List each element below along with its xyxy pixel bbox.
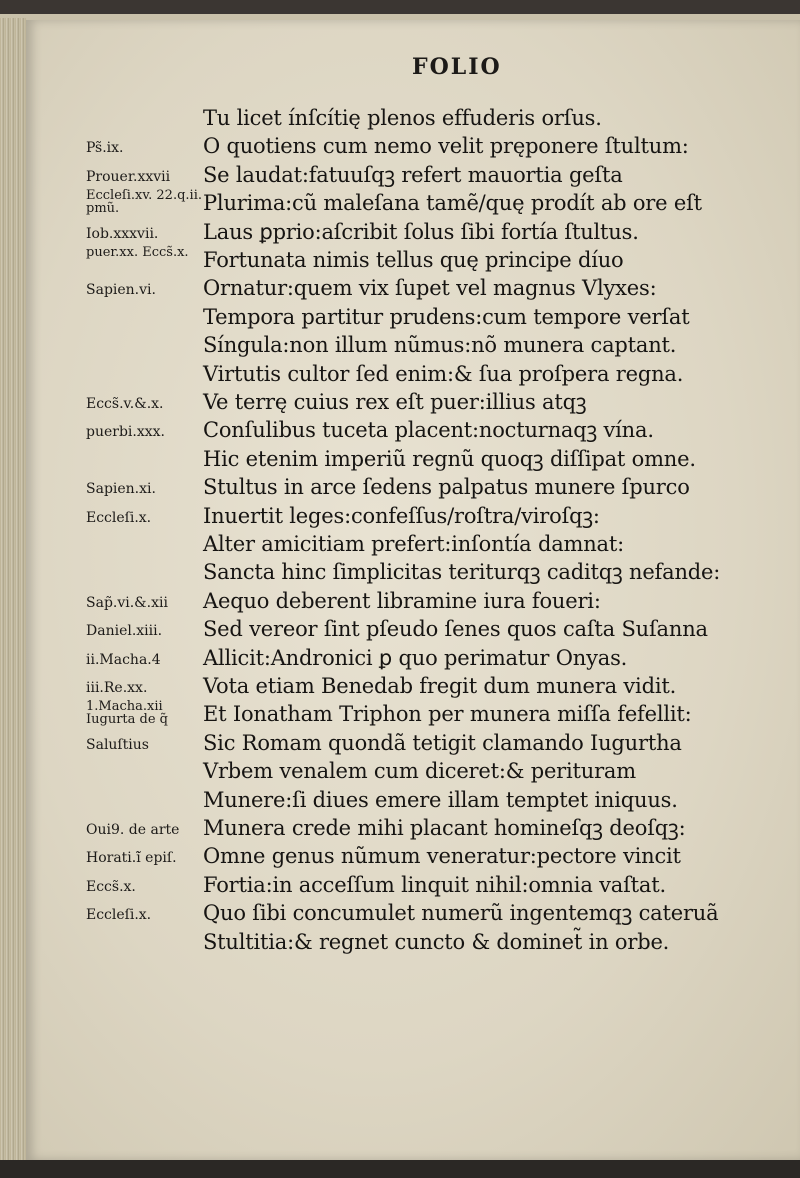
verse-line: Vrbem venalem cum diceret:& perituram (203, 759, 636, 784)
margin-note: Eccs̃.v.&.x. (86, 396, 164, 412)
verse-line: Laus ꝑprio:aſcribit ſolus ſibi fortía ſtultus. (203, 219, 639, 244)
verse-line: O quotiens cum nemo velit pręponere ſtultum: (203, 134, 689, 159)
margin-note: Daniel.xiii. (86, 623, 163, 640)
margin-note: Eccleſi.x. (86, 509, 152, 526)
text-line (0, 132, 800, 162)
margin-note: Iob.xxxvii. (86, 225, 159, 242)
text-line (0, 587, 800, 617)
verse-line: Inuertit leges:confeſſus/roſtra/viroſqꝫ: (203, 503, 600, 528)
margin-note: Prouer.xxvii (86, 168, 171, 185)
margin-note: Eccs̃.x. (86, 878, 136, 895)
margin-note: Sap̃.vi.&.xii (86, 594, 168, 611)
margin-note: puerbi.xxx. (86, 424, 165, 441)
text-line (0, 104, 800, 134)
text-line (0, 530, 800, 560)
text-line (0, 871, 800, 901)
margin-note: Eccleſi.xv. 22.q.ii. pmũ. (86, 188, 202, 217)
text-line (0, 303, 800, 333)
margin-note: 1.Macha.xii Iugurta de q̃ (86, 699, 168, 728)
verse-line: Aequo deberent libramine iura foueri: (203, 588, 601, 613)
text-line (0, 615, 800, 645)
verse-line: Alter amicitiam prefert:inſontía damnat: (203, 532, 624, 556)
verse-line: Allicit:Andronici ꝑ quo perimatur Onyas. (203, 645, 628, 670)
text-line (0, 729, 800, 759)
margin-note: puer.xx. Eccs̃.x. (86, 245, 189, 260)
margin-note: iii.Re.xx. (86, 680, 148, 696)
margin-note: Sapien.xi. (86, 481, 156, 498)
verse-line: Et Ionatham Triphon per munera miſſa fefellit: (203, 702, 692, 727)
margin-note: ii.Macha.4 (86, 651, 161, 668)
verse-line: Virtutis cultor ſed enim:& ſua proſpera regna. (203, 361, 684, 386)
verse-line: Quo ſibi concumulet numerũ ingentemqꝫ cateruã (203, 901, 719, 926)
verse-line: Plurima:cũ maleſana tamẽ/quę prodít ab ore eſt (203, 191, 702, 216)
text-line (0, 360, 800, 390)
verse-line: Stultitia:& regnet cuncto & dominet̃ in orbe. (203, 929, 670, 954)
text-line (0, 558, 800, 588)
text-line (0, 445, 800, 475)
text-line (0, 700, 800, 730)
scan-background-bottom (0, 1160, 800, 1178)
margin-note: Horati.i̇̃ epiſ. (86, 850, 177, 867)
text-line (0, 786, 800, 816)
verse-line: Stultus in arce ſedens palpatus munere ſpurco (203, 475, 690, 500)
margin-note: Ps̃.ix. (86, 140, 124, 157)
page-header-folio: FOLIO (412, 54, 502, 80)
margin-note: Sapien.vi. (86, 282, 156, 299)
margin-note: Saluſtius (86, 736, 149, 753)
verse-line: Hic etenim imperiũ regnũ quoqꝫ diſſipat omne. (203, 446, 696, 471)
text-line (0, 388, 800, 418)
verse-line: Sed vereor ſint pſeudo ſenes quos caſta Suſanna (203, 617, 708, 642)
verse-line: Omne genus nũmum veneratur:pectore vincit (203, 844, 681, 869)
text-line (0, 161, 800, 191)
verse-line: Sic Romam quondã tetigit clamando Iugurtha (203, 730, 682, 755)
verse-line: Conſulibus tuceta placent:nocturnaqꝫ vína. (203, 418, 654, 443)
verse-line: Fortia:in acceſſum linquit nihil:omnia vaſtat. (203, 872, 666, 897)
text-line (0, 246, 800, 276)
verse-line: Síngula:non illum nũmus:nõ munera captant. (203, 333, 677, 358)
text-line (0, 416, 800, 446)
text-line (0, 928, 800, 958)
verse-line: Munere:ſi diues emere illam temptet iniquus. (203, 787, 678, 812)
text-line (0, 502, 800, 532)
verse-line: Ve terrę cuius rex eſt puer:illius atqꝫ (203, 390, 587, 414)
verse-line: Fortunata nimis tellus quę principe díuo (203, 248, 624, 272)
verse-line: Se laudat:fatuuſqꝫ refert mauortia geſta (203, 162, 623, 187)
text-line (0, 899, 800, 929)
verse-line: Munera crede mihi placant homineſqꝫ deoſqꝫ: (203, 816, 686, 840)
text-line (0, 473, 800, 503)
text-line (0, 331, 800, 361)
verse-line: Vota etiam Benedab fregit dum munera vidit. (203, 674, 677, 698)
margin-note: Oui9. de arte (86, 822, 180, 838)
verse-line: Sancta hinc ſimplicitas teriturqꝫ caditqꝫ nefande: (203, 560, 721, 585)
verse-line: Ornatur:quem vix ſupet vel magnus Vlyxes: (203, 276, 657, 301)
text-line (0, 274, 800, 304)
text-line (0, 644, 800, 674)
text-line (0, 814, 800, 844)
text-line (0, 672, 800, 702)
margin-note: Eccleſi.x. (86, 907, 152, 924)
text-line (0, 757, 800, 787)
text-line (0, 842, 800, 872)
text-line (0, 218, 800, 248)
verse-line: Tempora partitur prudens:cum tempore verſat (203, 304, 690, 329)
verse-line: Tu licet ínſcítię plenos effuderis orſus. (203, 106, 602, 130)
text-line (0, 189, 800, 219)
